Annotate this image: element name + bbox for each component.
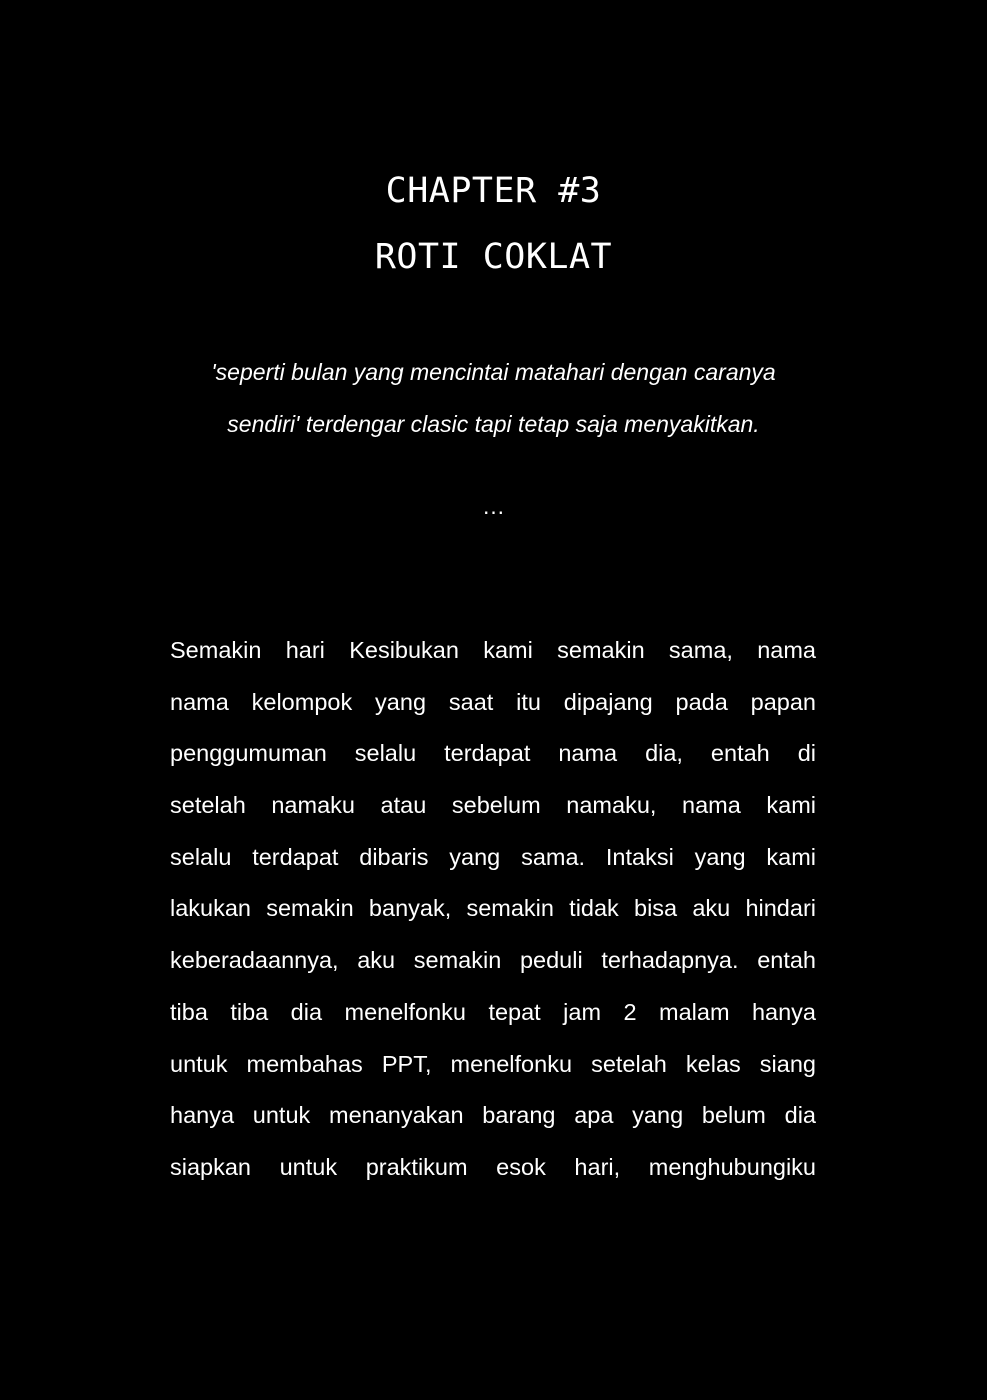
epigraph-line: sendiri' terdengar clasic tapi tetap saja menyakitkan. — [227, 411, 760, 437]
epigraph — [150, 346, 837, 450]
body-line: lakukan semakin banyak, semakin tidak bisa aku hindari — [170, 895, 816, 922]
body-line: penggumuman selalu terdapat nama dia, entah di — [170, 740, 816, 767]
chapter-heading — [0, 158, 987, 290]
body-line: selalu terdapat dibaris yang sama. Intaksi yang kami — [170, 843, 816, 870]
body-line: setelah namaku atau sebelum namaku, nama kami — [170, 792, 816, 819]
body-line: nama kelompok yang saat itu dipajang pada papan — [170, 688, 816, 715]
epigraph-line: 'seperti bulan yang mencintai matahari dengan caranya — [211, 359, 776, 385]
body-line: untuk membahas PPT, menelfonku setelah kelas siang — [170, 1050, 816, 1077]
body-line: Semakin hari Kesibukan kami semakin sama, nama — [170, 637, 816, 663]
body-line: tiba tiba dia menelfonku tepat jam 2 malam hanya — [170, 998, 816, 1025]
chapter-number: CHAPTER #3 — [385, 171, 602, 211]
body-line: keberadaannya, aku semakin peduli terhadapnya. entah — [170, 947, 816, 974]
chapter-title: ROTI COKLAT — [374, 237, 613, 277]
body-line: hanya untuk menanyakan barang apa yang belum dia — [170, 1102, 816, 1129]
section-separator: … — [482, 493, 505, 519]
body-line: siapkan untuk praktikum esok hari, menghubungiku — [170, 1153, 816, 1180]
body-paragraph — [170, 625, 816, 1194]
